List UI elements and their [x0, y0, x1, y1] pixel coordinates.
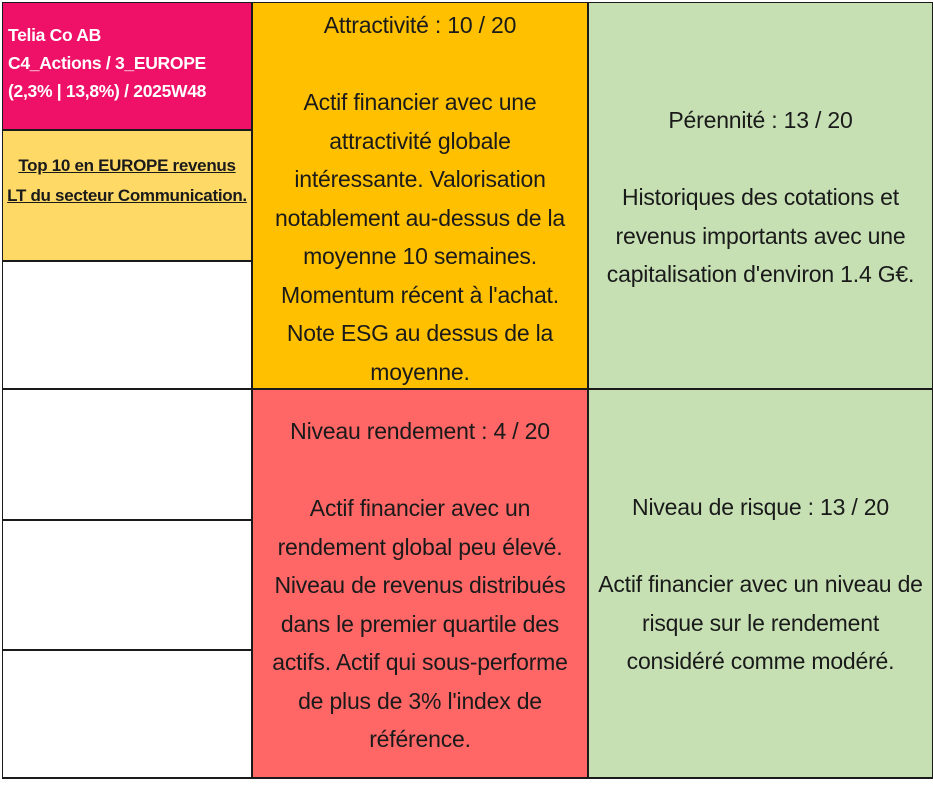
perennite-description: Historiques des cotations et revenus importants avec une capitalisation d'environ 1.4 G€.: [606, 184, 915, 287]
ranking-tag-cell: [2, 130, 252, 261]
rendement-description: Actif financier avec un rendement global peu élevé. Niveau de revenus distribués dans le premier quartile des actifs. Actif qui sous-performe de plus de 3% l'index de référence.: [272, 495, 568, 752]
asset-identity-cell: [2, 2, 252, 130]
asset-name: Telia Co AB: [8, 25, 101, 45]
perennite-title: Pérennité : 13 / 20: [668, 107, 853, 133]
empty-cell: [2, 261, 252, 389]
empty-cell: [2, 650, 252, 778]
spacer: [261, 451, 579, 490]
perennite-cell: [588, 2, 933, 389]
asset-category: C4_Actions / 3_EUROPE: [8, 53, 206, 73]
risque-cell: [588, 389, 933, 778]
bottom-border: [2, 778, 933, 779]
asset-stats: (2,3% | 13,8%) / 2025W48: [8, 81, 207, 101]
risque-title: Niveau de risque : 13 / 20: [632, 494, 889, 520]
rendement-cell: [252, 389, 588, 778]
attractivite-description: Actif financier avec une attractivité globale intéressante. Valorisation notablement au-dessus de la moyenne 10 semaines. Momentum récent à l'achat. Note ESG au dessus de la moyenne.: [275, 89, 565, 385]
spacer: [595, 140, 926, 179]
empty-cell: [2, 389, 252, 520]
attractivite-title: Attractivité : 10 / 20: [323, 12, 517, 38]
attractivite-cell: [252, 2, 588, 389]
ranking-tag-text: Top 10 en EUROPE revenus LT du secteur Communication.: [7, 156, 247, 205]
spacer: [593, 527, 928, 566]
risque-description: Actif financier avec un niveau de risque sur le rendement considéré comme modéré.: [598, 571, 923, 674]
empty-cell: [2, 520, 252, 650]
spacer: [263, 45, 577, 84]
rendement-title: Niveau rendement : 4 / 20: [290, 418, 550, 444]
